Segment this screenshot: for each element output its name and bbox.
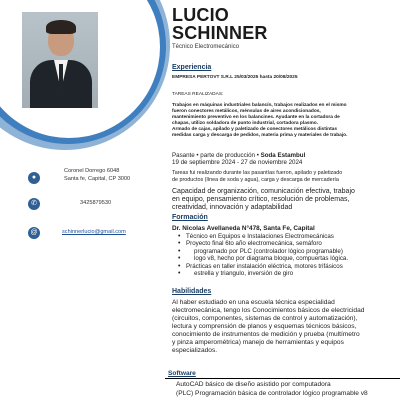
task-line: medidas carga y descarga de pedidos, materia prima y materiales de trabajo. xyxy=(172,133,348,138)
education-heading: Formación xyxy=(172,214,208,221)
internship-role: Pasante • parte de producción • xyxy=(172,152,261,159)
task-line: Armado de cajas, apilado y paletizado de conectores metálicos distintas xyxy=(172,127,338,132)
abilities-line: Al haber estudiado en una escuela técnica especialidad xyxy=(172,299,335,306)
abilities-line: especializados. xyxy=(172,347,218,354)
school-name: Dr. Nicolas Avellaneda N°478, Santa Fe, Capital xyxy=(172,225,315,232)
location-icon: ● xyxy=(28,172,40,184)
abilities-heading: Habilidades xyxy=(172,288,212,295)
email-icon: @ xyxy=(28,227,40,239)
list-item: • Proyecto final 6to año electromecánica, semáforo xyxy=(176,240,391,247)
list-item: • programado por PLC (controlador lógico programable) xyxy=(176,248,391,255)
software-heading: Software xyxy=(168,370,196,377)
software-line: (PLC) Programación básica de controlador lógico programable v8 xyxy=(176,390,368,397)
experience-job: EMPRESA PERTOVT S.R.L 25/03/2025 hasta 20/08/2025 xyxy=(172,75,298,80)
list-item: • logo v8, hecho por diagrama bloque, compuertas lógica. xyxy=(176,255,391,262)
list-item: • Prácticas en taller instalación eléctrica, motores trifásicos xyxy=(176,263,391,270)
job-title: Técnico Electromecánico xyxy=(172,44,240,50)
address-line-2: Santa fe, Capital, CP 3000 xyxy=(64,176,131,182)
address-line-1: Coronel Dorrego 6048 xyxy=(64,168,120,174)
profile-photo xyxy=(22,12,98,108)
education-list xyxy=(176,233,391,277)
list-item: • estrella y triangulo, inversión de giro xyxy=(176,270,391,277)
internship-task-line: Tareas fui realizando durante las pasantías fueron, apilado y paletizado xyxy=(172,170,343,176)
abilities-line: electromecánica, tengo los Conocimientos básicos de electricidad xyxy=(172,307,365,314)
phone-number: 3425879530 xyxy=(80,200,112,206)
abilities-line: y pinza amperométrica) manejo de herramientas y equipos xyxy=(172,339,344,346)
list-item: • Técnico en Equipos e Instalaciones Electromecánicas xyxy=(176,233,391,240)
task-line: mantenimiento preventivo en los balancines. Ayudante en la cortadora de xyxy=(172,115,340,120)
name-heading xyxy=(172,6,268,42)
skills-line: creatividad, innovación y adaptabilidad xyxy=(172,204,293,211)
skills-line: en equipo, pensamiento crítico, resolución de problemas, xyxy=(172,196,350,203)
phone-icon: ✆ xyxy=(28,198,40,210)
abilities-line: conocimiento de instrumentos de medición y prueba (multímetro xyxy=(172,331,360,338)
internship-task-line: de productos (línea de soda y agua), carga y descarga de mercadería xyxy=(172,177,339,183)
skills-line: Capacidad de organización, comunicación efectiva, trabajo xyxy=(172,188,355,195)
task-line: chapas, utilizo soldadora de punto industrial, cortadora plasmo. xyxy=(172,121,319,126)
experience-heading: Experiencia xyxy=(172,64,212,71)
email-link[interactable]: schinnerlucio@gmail.com xyxy=(62,229,126,235)
internship-company: Soda Estambul xyxy=(260,152,306,159)
task-line: Trabajos en máquinas industriales balancín, trabajos realizados en el mismo xyxy=(172,103,347,108)
internship-dates: 19 de septiembre 2024 - 27 de noviembre 2024 xyxy=(172,159,303,166)
last-name: SCHINNER xyxy=(172,23,268,43)
abilities-line: lectura y comprensión de planos y esquemas técnicos básicos, xyxy=(172,323,357,330)
software-divider xyxy=(165,378,400,379)
abilities-line: (circuitos, componentes, sistemas de control y automatización), xyxy=(172,315,358,322)
tasks-heading: TAREAS REALIZADAS: xyxy=(172,92,224,97)
software-line: AutoCAD básico de diseño asistido por computadora xyxy=(176,381,331,388)
task-line: fueron conectores metálicos, ménsulas de aires acondicionados, xyxy=(172,109,321,114)
first-name: LUCIO xyxy=(172,5,229,25)
